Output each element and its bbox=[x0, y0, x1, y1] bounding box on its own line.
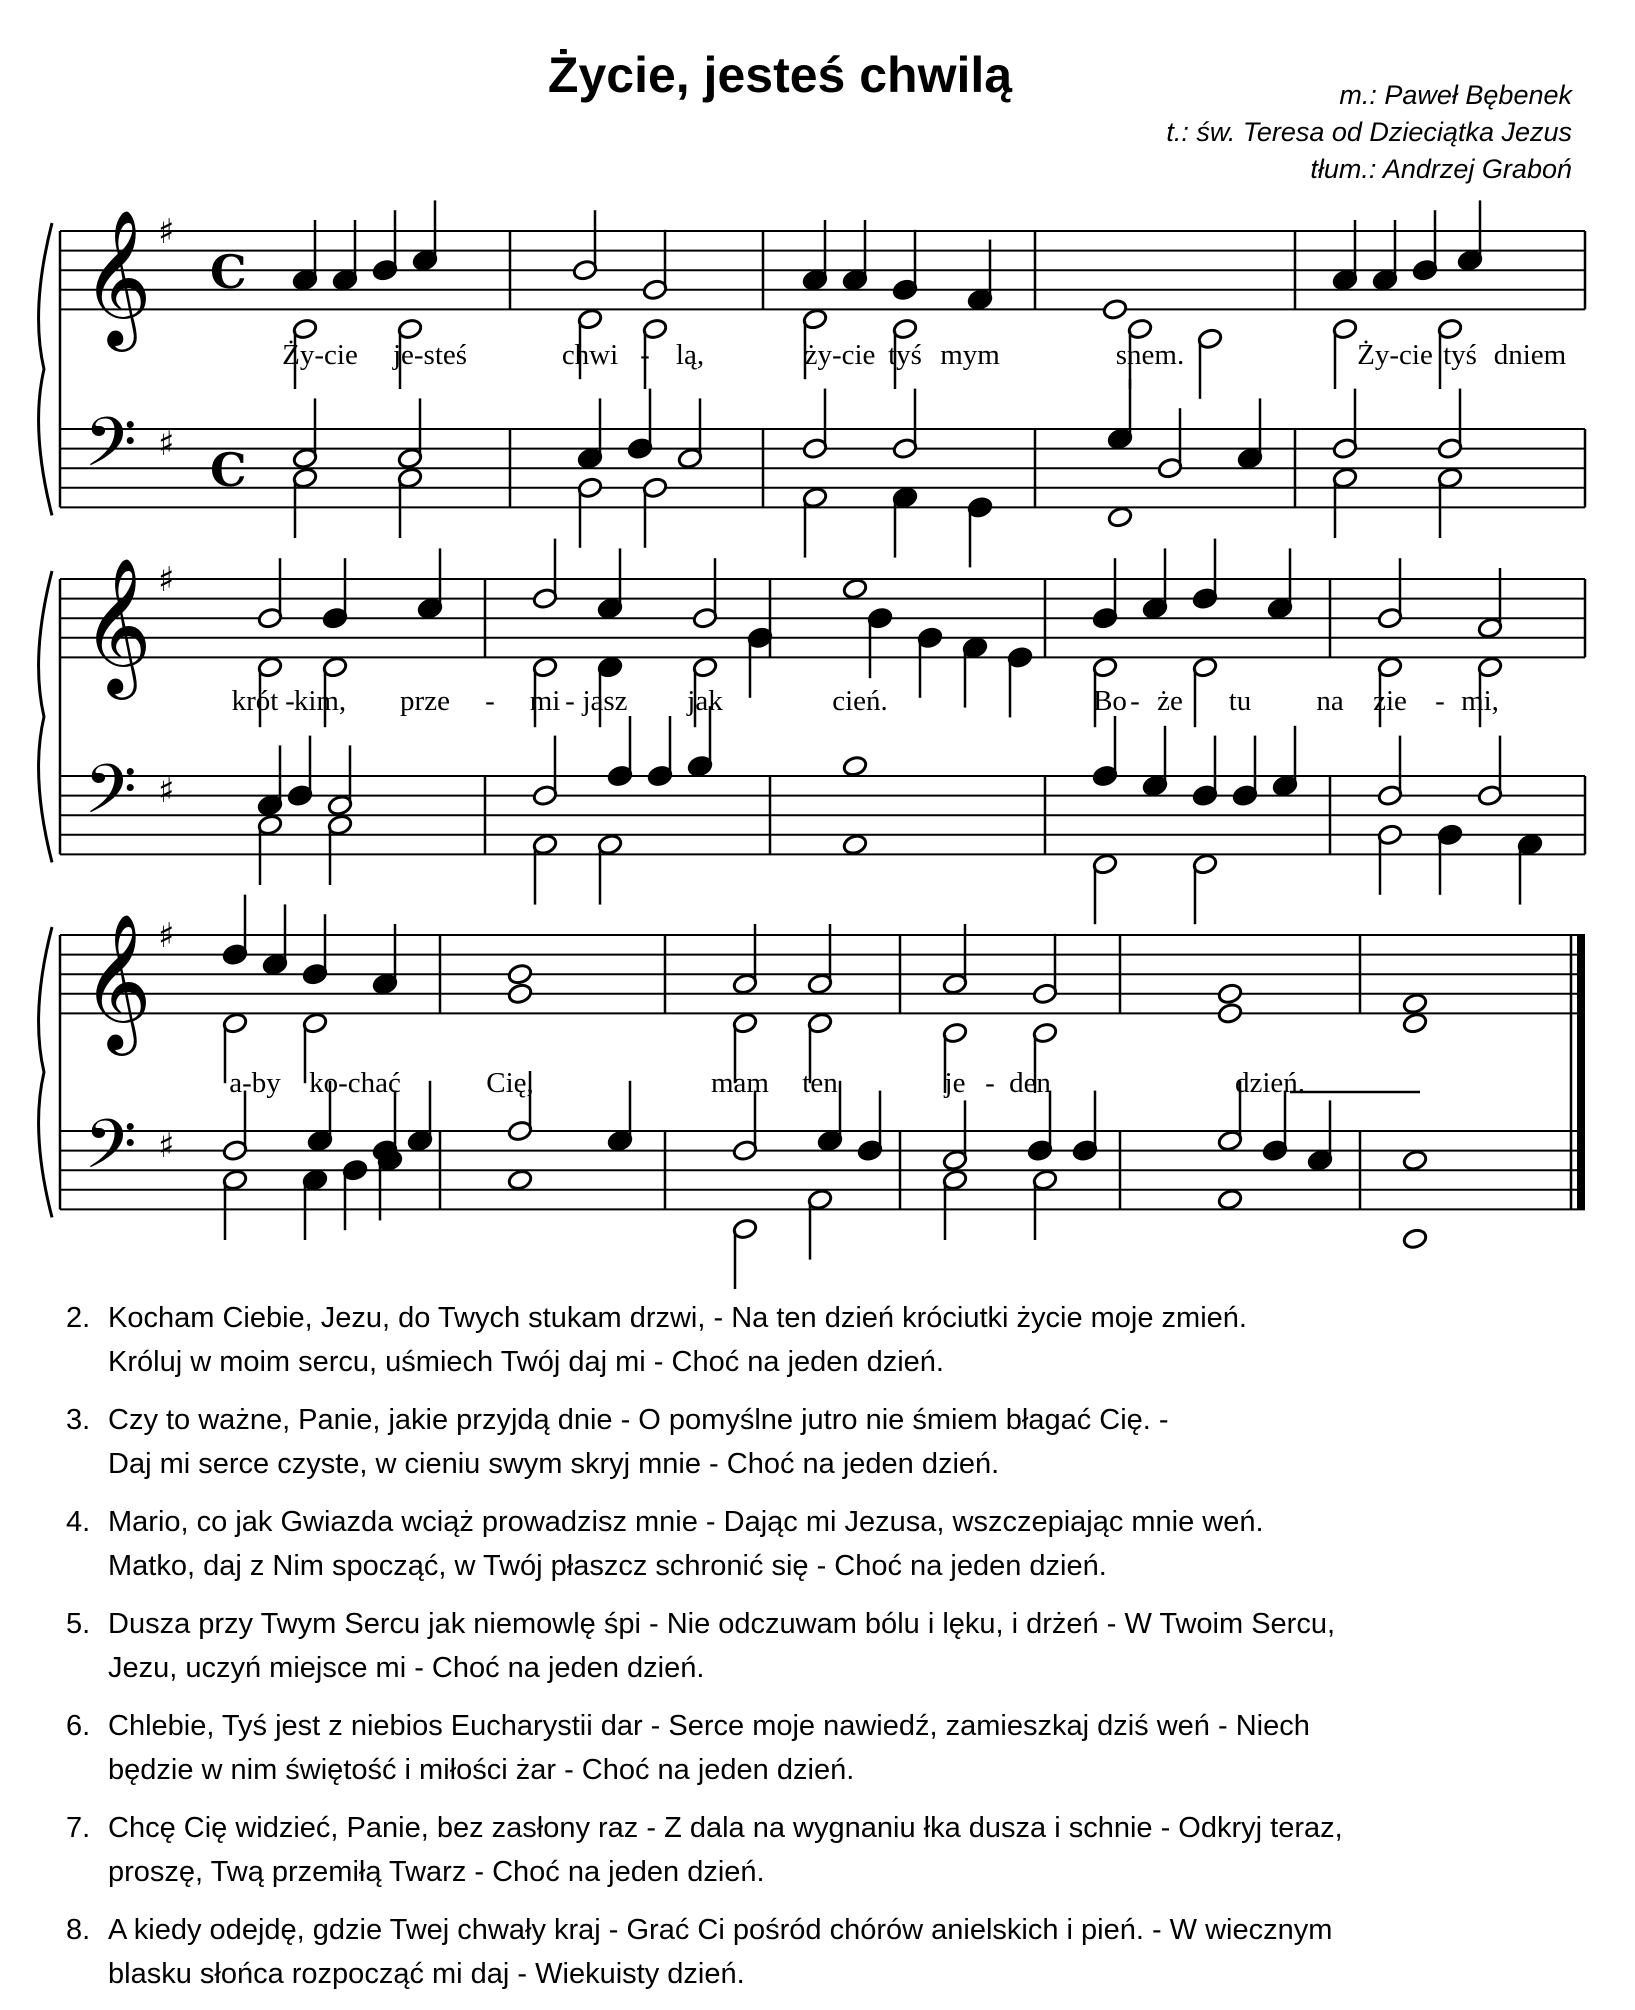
lyric-syllable: mi, bbox=[1461, 685, 1499, 717]
verses-list bbox=[66, 1296, 1606, 2010]
note-head bbox=[1102, 298, 1128, 321]
brace bbox=[39, 571, 52, 862]
verse-2 bbox=[66, 1296, 1606, 1384]
lyric-syllable: jak bbox=[687, 685, 723, 717]
lyric-syllable: kim, bbox=[293, 685, 347, 717]
credit-music: m.: Paweł Bębenek bbox=[1339, 80, 1572, 110]
lyric-syllable: na bbox=[1316, 685, 1344, 717]
bass-clef: 𝄢 bbox=[84, 404, 137, 499]
note-head bbox=[1402, 992, 1428, 1015]
lyric-syllable: ży-cie bbox=[804, 339, 876, 371]
lyric-syllable: - bbox=[640, 339, 650, 371]
sharp-icon: ♯ bbox=[158, 424, 175, 464]
verse-line: Czy to ważne, Panie, jakie przyjdą dnie - O pomyślne jutro nie śmiem błagać Cię. - bbox=[108, 1404, 1169, 1436]
brace bbox=[39, 223, 52, 515]
note-head bbox=[842, 755, 868, 778]
lyric-syllable: lą, bbox=[675, 339, 705, 371]
note-head bbox=[842, 578, 868, 601]
time-signature: C bbox=[210, 442, 247, 497]
lyric-syllable: Ży-cie bbox=[282, 339, 358, 371]
verse-line: Króluj w moim sercu, uśmiech Twój daj mi - Choć na jeden dzień. bbox=[108, 1346, 944, 1378]
score-system-2 bbox=[39, 539, 1585, 925]
note-head bbox=[507, 963, 533, 986]
brace bbox=[39, 927, 52, 1217]
lyric-syllable: Bo bbox=[1093, 685, 1127, 717]
verse-line: Daj mi serce czyste, w cieniu swym skryj mnie - Choć na jeden dzień. bbox=[108, 1448, 1000, 1480]
verse-line: Jezu, uczyń miejsce mi - Choć na jeden dzień. bbox=[108, 1652, 705, 1684]
verse-line: Matko, daj z Nim spocząć, w Twój płaszcz schronić się - Choć na jeden dzień. bbox=[108, 1550, 1107, 1582]
lyric-syllable: je bbox=[944, 1067, 966, 1099]
verse-line: Chlebie, Tyś jest z niebios Eucharystii dar - Serce moje nawiedź, zamieszkaj dziś weń - Niech bbox=[108, 1710, 1310, 1742]
verse-number: 2. bbox=[66, 1302, 91, 1334]
lyric-syllable: - bbox=[285, 685, 295, 717]
verse-line: Mario, co jak Gwiazda wciąż prowadzisz mnie - Dając mi Jezusa, wszczepiając mnie weń. bbox=[108, 1506, 1264, 1538]
verse-number: 5. bbox=[66, 1608, 91, 1640]
sharp-icon: ♯ bbox=[158, 916, 175, 956]
lyric-syllable: cień. bbox=[832, 685, 888, 717]
lyric-syllable: mi bbox=[529, 685, 561, 717]
note-head bbox=[1217, 983, 1243, 1006]
verse-6 bbox=[66, 1704, 1606, 1792]
note-head bbox=[507, 983, 533, 1006]
verse-number: 6. bbox=[66, 1710, 91, 1742]
verse-line: będzie w nim świętość i miłości żar - Choć na jeden dzień. bbox=[108, 1754, 855, 1786]
note-head bbox=[1217, 1002, 1243, 1025]
lyric-syllable: a-by bbox=[229, 1067, 281, 1099]
sharp-icon: ♯ bbox=[158, 1126, 175, 1166]
lyric-syllable: Ży-cie bbox=[1357, 339, 1433, 371]
lyric-syllable: mam bbox=[711, 1067, 769, 1099]
lyric-syllable: - bbox=[1435, 685, 1445, 717]
verse-5 bbox=[66, 1602, 1606, 1690]
score-system-3 bbox=[39, 895, 1585, 1289]
verse-line: A kiedy odejdę, gdzie Twej chwały kraj - Grać Ci pośród chórów anielskich i pień. - W wiecznym bbox=[108, 1914, 1333, 1946]
verse-8 bbox=[66, 1908, 1606, 1996]
verse-line: Kocham Ciebie, Jezu, do Twych stukam drzwi, - Na ten dzień króciutki życie moje zmień. bbox=[108, 1302, 1247, 1334]
lyric-syllable: że bbox=[1157, 685, 1183, 717]
time-signature: C bbox=[210, 244, 247, 299]
sharp-icon: ♯ bbox=[158, 560, 175, 600]
lyric-syllable: je-steś bbox=[392, 339, 468, 371]
lyric-syllable: ko-chać bbox=[309, 1067, 401, 1099]
note-head bbox=[507, 1169, 533, 1192]
credit-translation: tłum.: Andrzej Graboń bbox=[1310, 154, 1572, 184]
note-head bbox=[1107, 506, 1133, 529]
lyric-syllable: Cię, bbox=[486, 1067, 534, 1099]
note-head bbox=[1402, 1149, 1428, 1172]
song-title: Życie, jesteś chwilą bbox=[547, 47, 1013, 103]
lyric-syllable: ten bbox=[802, 1067, 838, 1099]
verse-number: 8. bbox=[66, 1914, 91, 1946]
lyric-syllable: - bbox=[565, 685, 575, 717]
lyric-syllable: tyś bbox=[888, 339, 922, 371]
verse-line: Dusza przy Twym Sercu jak niemowlę śpi - Nie odczuwam bólu i lęku, i drżeń - W Twoim Sercu, bbox=[108, 1608, 1336, 1640]
note-head bbox=[1217, 1188, 1243, 1211]
note-head bbox=[1402, 1012, 1428, 1035]
credit-text: t.: św. Teresa od Dzieciątka Jezus bbox=[1166, 117, 1572, 147]
score-system-1 bbox=[39, 200, 1585, 567]
lyric-syllable: prze bbox=[400, 685, 450, 717]
lyric-syllable: den bbox=[1009, 1067, 1051, 1099]
verse-number: 4. bbox=[66, 1506, 91, 1538]
lyric-syllable: - bbox=[485, 685, 495, 717]
treble-clef: 𝄞 bbox=[82, 911, 152, 1050]
lyric-syllable: - bbox=[1130, 685, 1140, 717]
lyric-syllable: dniem bbox=[1493, 339, 1567, 371]
lyric-syllable: tyś bbox=[1443, 339, 1477, 371]
note-head bbox=[842, 833, 868, 856]
lyric-syllable: tu bbox=[1228, 685, 1252, 717]
verse-line: proszę, Twą przemiłą Twarz - Choć na jeden dzień. bbox=[108, 1856, 765, 1888]
lyric-syllable: snem. bbox=[1115, 339, 1185, 371]
lyric-syllable: chwi bbox=[561, 339, 619, 371]
lyric-syllable: jasz bbox=[582, 685, 628, 717]
verse-7 bbox=[66, 1806, 1606, 1894]
lyric-syllable: krót bbox=[231, 685, 279, 717]
bass-clef: 𝄢 bbox=[84, 751, 137, 846]
verse-number: 3. bbox=[66, 1404, 91, 1436]
bass-clef: 𝄢 bbox=[84, 1106, 137, 1201]
note-head bbox=[1402, 1228, 1428, 1251]
lyric-syllable: dzień. bbox=[1234, 1067, 1306, 1099]
verse-line: blasku słońca rozpocząć mi daj - Wiekuisty dzień. bbox=[108, 1958, 745, 1990]
sharp-icon: ♯ bbox=[158, 771, 175, 811]
lyric-syllable: mym bbox=[940, 339, 1000, 371]
final-barline-thick bbox=[1577, 935, 1585, 1209]
verse-line: Chcę Cię widzieć, Panie, bez zasłony raz - Z dala na wygnaniu łka dusza i schnie - Odkryj teraz, bbox=[108, 1812, 1343, 1844]
lyric-syllable: - bbox=[985, 1067, 995, 1099]
verse-number: 7. bbox=[66, 1812, 91, 1844]
treble-clef: 𝄞 bbox=[82, 555, 152, 694]
sharp-icon: ♯ bbox=[158, 212, 175, 252]
lyric-syllable: zie bbox=[1373, 685, 1407, 717]
treble-clef: 𝄞 bbox=[82, 207, 152, 346]
verse-3 bbox=[66, 1398, 1606, 1486]
verse-4 bbox=[66, 1500, 1606, 1588]
